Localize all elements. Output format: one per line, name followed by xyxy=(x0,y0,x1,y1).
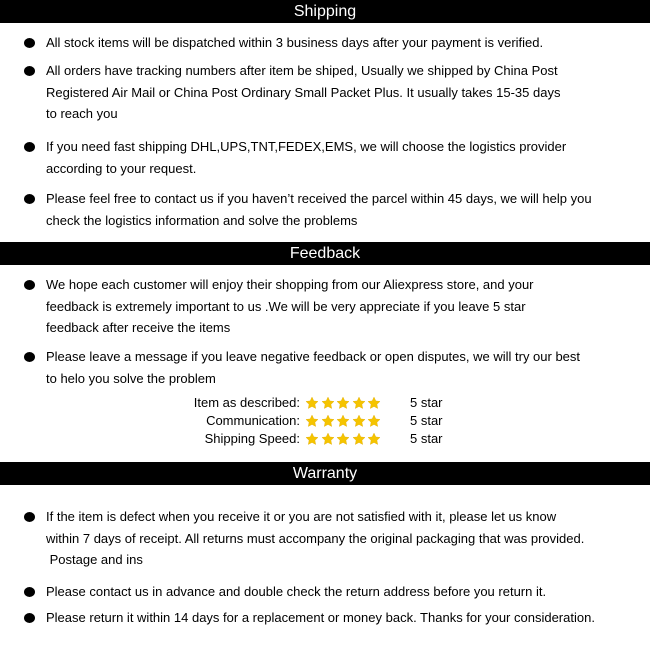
item-line: to reach you xyxy=(46,106,118,121)
star-icon xyxy=(321,414,335,428)
star-icon xyxy=(305,432,319,446)
feedback-header xyxy=(0,242,650,265)
bullet-icon xyxy=(24,352,35,362)
bullet-icon xyxy=(24,280,35,290)
star-icon xyxy=(321,432,335,446)
feedback-title: Feedback xyxy=(289,245,361,262)
item-line: Postage and ins xyxy=(46,552,143,567)
warranty-header xyxy=(0,462,650,485)
bullet-icon xyxy=(24,613,35,623)
rating-row-shipping-speed xyxy=(150,430,480,448)
rating-row-communication xyxy=(150,412,480,430)
star-icon xyxy=(336,414,350,428)
star-icon xyxy=(367,414,381,428)
star-icon xyxy=(367,432,381,446)
item-line: Please contact us in advance and double check the return address before you return it. xyxy=(46,584,547,599)
item-line: All orders have tracking numbers after item be shiped, Usually we shipped by China Post xyxy=(46,63,558,78)
star-icon xyxy=(367,396,381,410)
star-icon xyxy=(352,432,366,446)
rating-label: Communication: xyxy=(206,413,300,428)
star-icon xyxy=(336,396,350,410)
rating-row-item-described xyxy=(150,394,480,412)
star-icon xyxy=(352,396,366,410)
bullet-icon xyxy=(24,38,35,48)
bullet-icon xyxy=(24,66,35,76)
rating-value: 5 star xyxy=(410,413,443,428)
warranty-title: Warranty xyxy=(292,465,358,482)
item-line: within 7 days of receipt. All returns must accompany the original packaging that was provided. xyxy=(46,530,585,546)
item-line: If you need fast shipping DHL,UPS,TNT,FEDEX,EMS, we will choose the logistics provider xyxy=(46,139,567,154)
item-line: feedback is extremely important to us .We will be very appreciate if you leave 5 star xyxy=(46,298,526,314)
rating-value: 5 star xyxy=(410,395,443,410)
item-line: check the logistics information and solve the problems xyxy=(46,212,358,228)
item-line: Please return it within 14 days for a replacement or money back. Thanks for your consideration. xyxy=(46,610,595,625)
item-line: feedback after receive the items xyxy=(46,320,231,335)
shipping-title: Shipping xyxy=(293,3,357,20)
rating-label: Shipping Speed: xyxy=(204,431,300,446)
bullet-icon xyxy=(24,512,35,522)
star-icon xyxy=(352,414,366,428)
item-line: according to your request. xyxy=(46,160,197,176)
shipping-header xyxy=(0,0,650,23)
star-icon xyxy=(305,414,319,428)
star-icon xyxy=(321,396,335,410)
item-line: If the item is defect when you receive it or you are not satisfied with it, please let us know xyxy=(46,509,557,524)
item-line: Please feel free to contact us if you haven’t received the parcel within 45 days, we will help you xyxy=(46,191,592,206)
item-line: to helo you solve the problem xyxy=(46,370,216,386)
star-icon xyxy=(336,432,350,446)
rating-label: Item as described: xyxy=(193,395,300,410)
item-line: We hope each customer will enjoy their shopping from our Aliexpress store, and your xyxy=(46,277,534,292)
bullet-icon xyxy=(24,587,35,597)
bullet-icon xyxy=(24,194,35,204)
bullet-icon xyxy=(24,142,35,152)
item-line: All stock items will be dispatched within 3 business days after your payment is verified. xyxy=(46,35,544,50)
item-line: Registered Air Mail or China Post Ordinary Small Packet Plus. It usually takes 15-35 days xyxy=(46,84,561,100)
item-line: Please leave a message if you leave negative feedback or open disputes, we will try our best xyxy=(46,349,581,364)
rating-stars xyxy=(305,396,383,410)
rating-value: 5 star xyxy=(410,431,443,446)
star-icon xyxy=(305,396,319,410)
rating-stars xyxy=(305,432,383,446)
rating-stars xyxy=(305,414,383,428)
